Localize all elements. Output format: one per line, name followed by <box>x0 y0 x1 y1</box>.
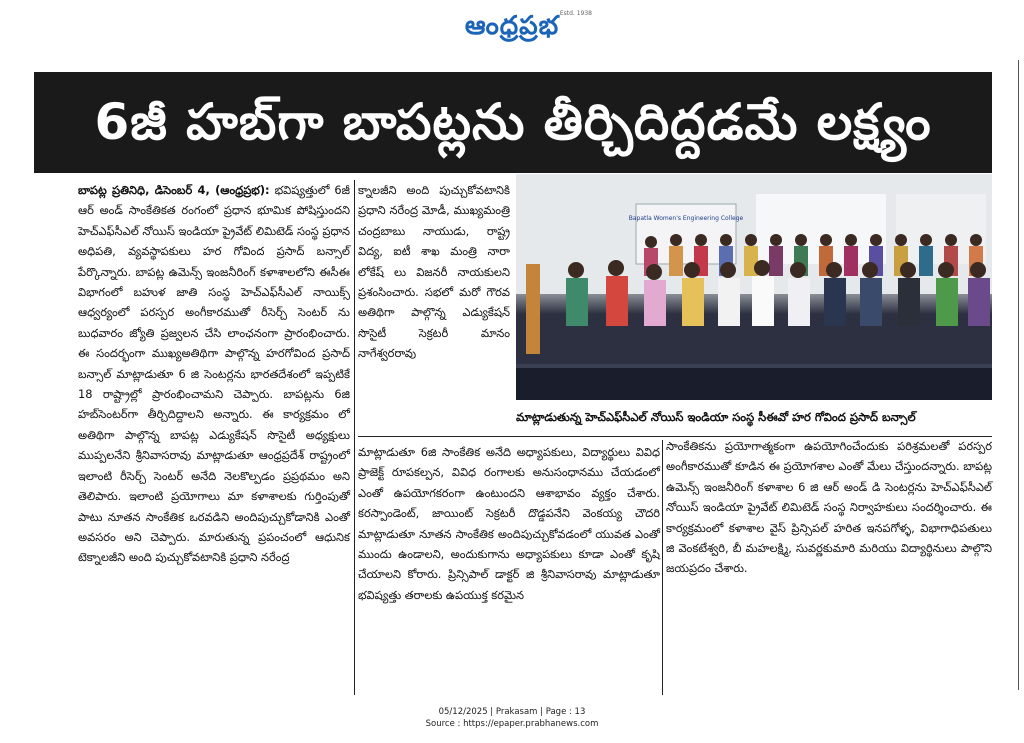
page-edge-rule <box>1018 60 1019 690</box>
headline: 6జీ హబ్‌గా బాపట్లను తీర్చిదిద్దడమే లక్ష్యం <box>34 72 992 173</box>
logo-tagline: Estd. 1938 <box>559 10 592 17</box>
edition-info: 05/12/2025 | Prakasam | Page : 13 <box>438 707 586 717</box>
event-photo-illustration <box>516 174 992 400</box>
news-photo <box>516 174 992 400</box>
footer <box>0 706 1024 730</box>
masthead <box>0 0 1024 60</box>
article-column-1 <box>78 180 350 568</box>
column-divider <box>662 440 663 695</box>
article-column-3: సాంకేతికను ప్రయోగాత్మకంగా ఉపయోగించేందుకు పరిశ్రమలతో పరస్పర అంగీకారముతో కూడిన ఈ ప్రయోగశాల ఎంతో మేలు చేస్తుందన్నారు. బాపట్ల ఉమెన్స్ ఇంజనీరింగ్ కళాశాల 6 జి ఆర్ అండ్ డి సెంటర్లను హెచ్ఎఫ్‌సీఎల్ నోయిస్ ఇండియా ప్రైవేట్ లిమిటెడ్ సంస్థ నిర్వాహకులు సందర్శించారు. ఈ కార్యక్రమంలో కళాశాల వైస్ ప్రిన్సిపల్ హరిత ఇనపగోళ్ళ, విభాగాధిపతులు జి వెంకటేశ్వరి, బీ మహలక్ష్మి, సువర్ణకుమారి మరియు విద్యార్థినులు పాల్గొని జయప్రదం చేశారు. <box>666 439 992 576</box>
column-divider <box>354 180 355 695</box>
dateline: బాపట్ల ప్రతినిధి, డిసెంబర్ 4, (ఆంధ్రప్రభ): <box>78 183 270 197</box>
article-column-2-top: క్నాలజీని అంది పుచ్చుకోవటానికి ప్రధాని నరేంద్ర మోడీ, ముఖ్యమంత్రి చంద్రబాబు నాయుడు, రాష్ట్ర విద్య, ఐటీ శాఖ మంత్రి నారా లోకేష్ లు విజనరీ నాయకులని ప్రశంసించారు. సభలో మరో గౌరవ అతిథిగా పాల్గొన్న ఎడ్యుకేషన్ సొసైటీ సెక్రటరీ మానం నాగేశ్వరరావు <box>358 183 510 361</box>
photo-caption: మాట్లాడుతున్న హెచ్ఎఫ్‌సీఎల్ నోయిస్ ఇండియా సంస్థ సీఈవో హర గోవింద ప్రసాద్ బన్సాల్ <box>516 404 992 430</box>
article-column-2-bottom: మాట్లాడుతూ 6జి సాంకేతిక అనేది అధ్యాపకులు, విద్యార్థులు వివిధ ప్రాజెక్ట్ రూపకల్పన, వివిధ రంగాలకు అనుసంధానము చేయడంలో ఎంతో ఉపయోగకరంగా ఉంటుందని ఆశాభావం వ్యక్తం చేశారు. కరస్పాండెంట్, జాయింట్ సెక్రటరీ దొడ్డపనేని వెంకయ్య చౌదరి మాట్లాడుతూ నూతన సాంకేతిక అందిపుచ్చుకోవడంలో యువత ఎంతో ముందు ఉండాలని, అందుకుగాను అధ్యాపకులు కూడా ఎంతో కృషి చేయాలని కోరారు. ప్రిన్సిపాల్ డాక్టర్ జి శ్రీనివాసరావు మాట్లాడుతూ భవిష్యత్తు తరాలకు ఉపయుక్త కరమైన <box>358 445 660 602</box>
article-text: భవిష్యత్తులో 6జీ ఆర్ అండ్ సాంకేతికత రంగంలో ప్రధాన భూమిక పోషిస్తుందని హెచ్ఎఫ్‌సీఎల్ నోయిస్ ఇండియా ప్రైవేట్ లిమిటెడ్ సంస్థ ప్రధాన అధిపతి, వ్యవస్థాపకులు హర గోవింద ప్రసాద్ బన్సాల్ పేర్కొన్నారు. బాపట్ల ఉమెన్స్ ఇంజనీరింగ్ కళాశాలలోని ఈసీఈ విభాగంలో బహుళ జాతి సంస్థ హెచ్ఎఫ్‌సీఎల్ నాయిక్స్ ఆధ్వర్యంలో పరస్పర అంగీకారముతో రీసెర్చ్ సెంటర్ ను బుధవారం జ్యోతి ప్రజ్వలన చేసి లాంఛనంగా ప్రారంభించారు. ఈ సందర్భంగా ముఖ్యఅతిథిగా పాల్గొన్న హరగోవింద ప్రసాద్ బన్సాల్ మాట్లాడుతూ 6 జి సెంటర్లను భారతదేశంలో ఇప్పటికే 18 రాష్ట్రాల్లో ప్రారంభించామని చెప్పారు. బాపట్లను 6జి హబ్‌సెంటర్‌గా తీర్చిదిద్దాలని అన్నారు. ఈ కార్యక్రమం లో అతిథిగా పాల్గొన్న బాపట్ల ఎడ్యుకేషన్ సొసైటీ అధ్యక్షులు ముప్పలనేని శ్రీనివాసరావు మాట్లాడుతూ ఆంధ్రప్రదేశ్ రాష్ట్రంలో ఇలాంటి రీసెర్చ్ సెంటర్ అనేది నెలకొల్పడం ప్రప్రథమం అని తెలిపారు. ఇలాంటి ప్రయోగాలు మా కళాశాలకు గుర్తింపుతో పాటు నూతన సాంకేతిక ఒరవడిని అందిపుచ్చుకోడానికి ఎంతో అవసరం అని చెప్పారు. మారుతున్న ప్రపంచంలో ఆధునిక టెక్నాలజీని అంది పుచ్చుకోవటానికి ప్రధాని నరేంద్ర <box>78 183 351 565</box>
banner-text: Bapatla Women's Engineering College <box>628 215 744 222</box>
logo-text: ఆంధ్రప్రభ <box>464 11 560 41</box>
newspaper-logo <box>432 6 592 46</box>
source-link[interactable]: Source : https://epaper.prabhanews.com <box>425 719 599 729</box>
